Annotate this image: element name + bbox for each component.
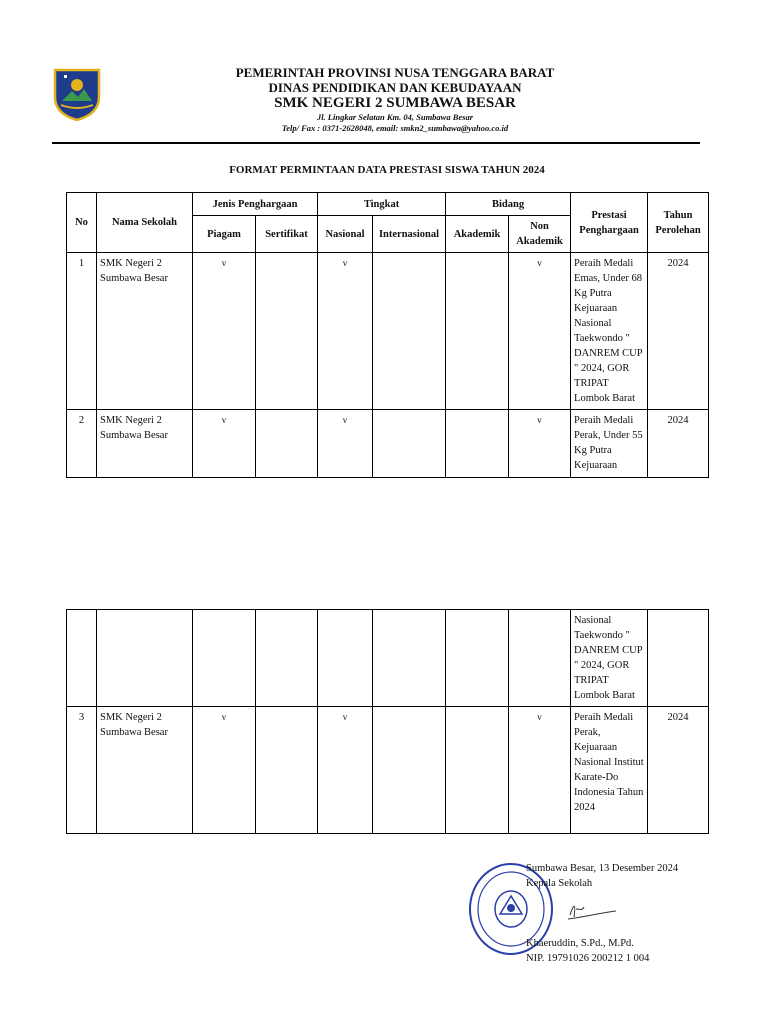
- cell-akademik: [446, 610, 509, 707]
- cell-piagam-check: v: [193, 707, 256, 834]
- signer-nip: NIP. 19791026 200212 1 004: [526, 953, 650, 964]
- cell-internasional: [373, 707, 446, 834]
- school-address: Jl. Lingkar Selatan Km. 04, Sumbawa Besar: [316, 112, 474, 122]
- header-award-type: Jenis Penghargaan: [193, 193, 318, 216]
- signer-position: Kepala Sekolah: [526, 878, 593, 889]
- cell-school: SMK Negeri 2 Sumbawa Besar: [97, 410, 193, 478]
- signer-name: Khaeruddin, S.Pd., M.Pd.: [526, 938, 634, 949]
- cell-non-akademik: [509, 610, 571, 707]
- header-field: Bidang: [446, 193, 571, 216]
- cell-piagam-check: v: [193, 253, 256, 410]
- school-name: SMK NEGERI 2 SUMBAWA BESAR: [274, 95, 516, 111]
- cell-achievement: Peraih Medali Perak, Under 55 Kg Putra Kejuaraan: [571, 410, 648, 478]
- achievement-table-continued: [66, 609, 709, 834]
- cell-achievement: Peraih Medali Emas, Under 68 Kg Putra Kejuaraan Nasional Taekwondo " DANREM CUP " 2024, GOR TRIPAT Lombok Barat: [571, 253, 648, 410]
- cell-non-akademik-check: v: [509, 707, 571, 834]
- cell-sertifikat: [256, 610, 318, 707]
- cell-nasional: [318, 610, 373, 707]
- cell-nasional-check: v: [318, 707, 373, 834]
- cell-year: 2024: [648, 410, 709, 478]
- cell-no: 3: [67, 707, 97, 834]
- school-contact: Telp/ Fax : 0371-2628048, email: smkn2_sumbawa@yahoo.co.id: [281, 123, 509, 133]
- cell-achievement: Peraih Medali Perak, Kejuaraan Nasional Institut Karate-Do Indonesia Tahun 2024: [571, 707, 648, 834]
- header-internasional: Internasional: [373, 216, 446, 253]
- cell-nasional-check: v: [318, 410, 373, 478]
- cell-year: 2024: [648, 707, 709, 834]
- cell-sertifikat: [256, 707, 318, 834]
- header-divider: [52, 142, 700, 144]
- achievement-table: [66, 192, 709, 478]
- cell-internasional: [373, 610, 446, 707]
- cell-school: SMK Negeri 2 Sumbawa Besar: [97, 253, 193, 410]
- cell-year: [648, 610, 709, 707]
- cell-school: [97, 610, 193, 707]
- cell-non-akademik-check: v: [509, 410, 571, 478]
- province-emblem-logo: [52, 67, 102, 121]
- header-no: No: [67, 193, 97, 253]
- cell-akademik: [446, 253, 509, 410]
- cell-no: 2: [67, 410, 97, 478]
- header-akademik: Akademik: [446, 216, 509, 253]
- cell-school: SMK Negeri 2 Sumbawa Besar: [97, 707, 193, 834]
- government-name: PEMERINTAH PROVINSI NUSA TENGGARA BARAT: [235, 65, 555, 80]
- table-row: [67, 410, 709, 478]
- header-sertifikat: Sertifikat: [256, 216, 318, 253]
- table-row: [67, 253, 709, 410]
- department-name: DINAS PENDIDIKAN DAN KEBUDAYAAN: [268, 80, 522, 95]
- cell-achievement: Nasional Taekwondo " DANREM CUP " 2024, GOR TRIPAT Lombok Barat: [571, 610, 648, 707]
- signature-block: [526, 861, 678, 966]
- cell-year: 2024: [648, 253, 709, 410]
- header-piagam: Piagam: [193, 216, 256, 253]
- table-row: [67, 707, 709, 834]
- cell-sertifikat: [256, 410, 318, 478]
- document-title: FORMAT PERMINTAAN DATA PRESTASI SISWA TAHUN 2024: [229, 164, 545, 176]
- cell-non-akademik-check: v: [509, 253, 571, 410]
- header-level: Tingkat: [318, 193, 446, 216]
- header-nasional: Nasional: [318, 216, 373, 253]
- cell-internasional: [373, 410, 446, 478]
- cell-internasional: [373, 253, 446, 410]
- header-non-akademik: Non Akademik: [509, 216, 571, 253]
- cell-no: 1: [67, 253, 97, 410]
- cell-sertifikat: [256, 253, 318, 410]
- header-achievement: Prestasi Penghargaan: [571, 193, 648, 253]
- letterhead: [150, 65, 640, 134]
- header-year: Tahun Perolehan: [648, 193, 709, 253]
- cell-akademik: [446, 707, 509, 834]
- cell-piagam: [193, 610, 256, 707]
- header-school: Nama Sekolah: [97, 193, 193, 253]
- cell-akademik: [446, 410, 509, 478]
- table-row: [67, 610, 709, 707]
- place-date: Sumbawa Besar, 13 Desember 2024: [526, 863, 679, 874]
- cell-no: [67, 610, 97, 707]
- cell-piagam-check: v: [193, 410, 256, 478]
- cell-nasional-check: v: [318, 253, 373, 410]
